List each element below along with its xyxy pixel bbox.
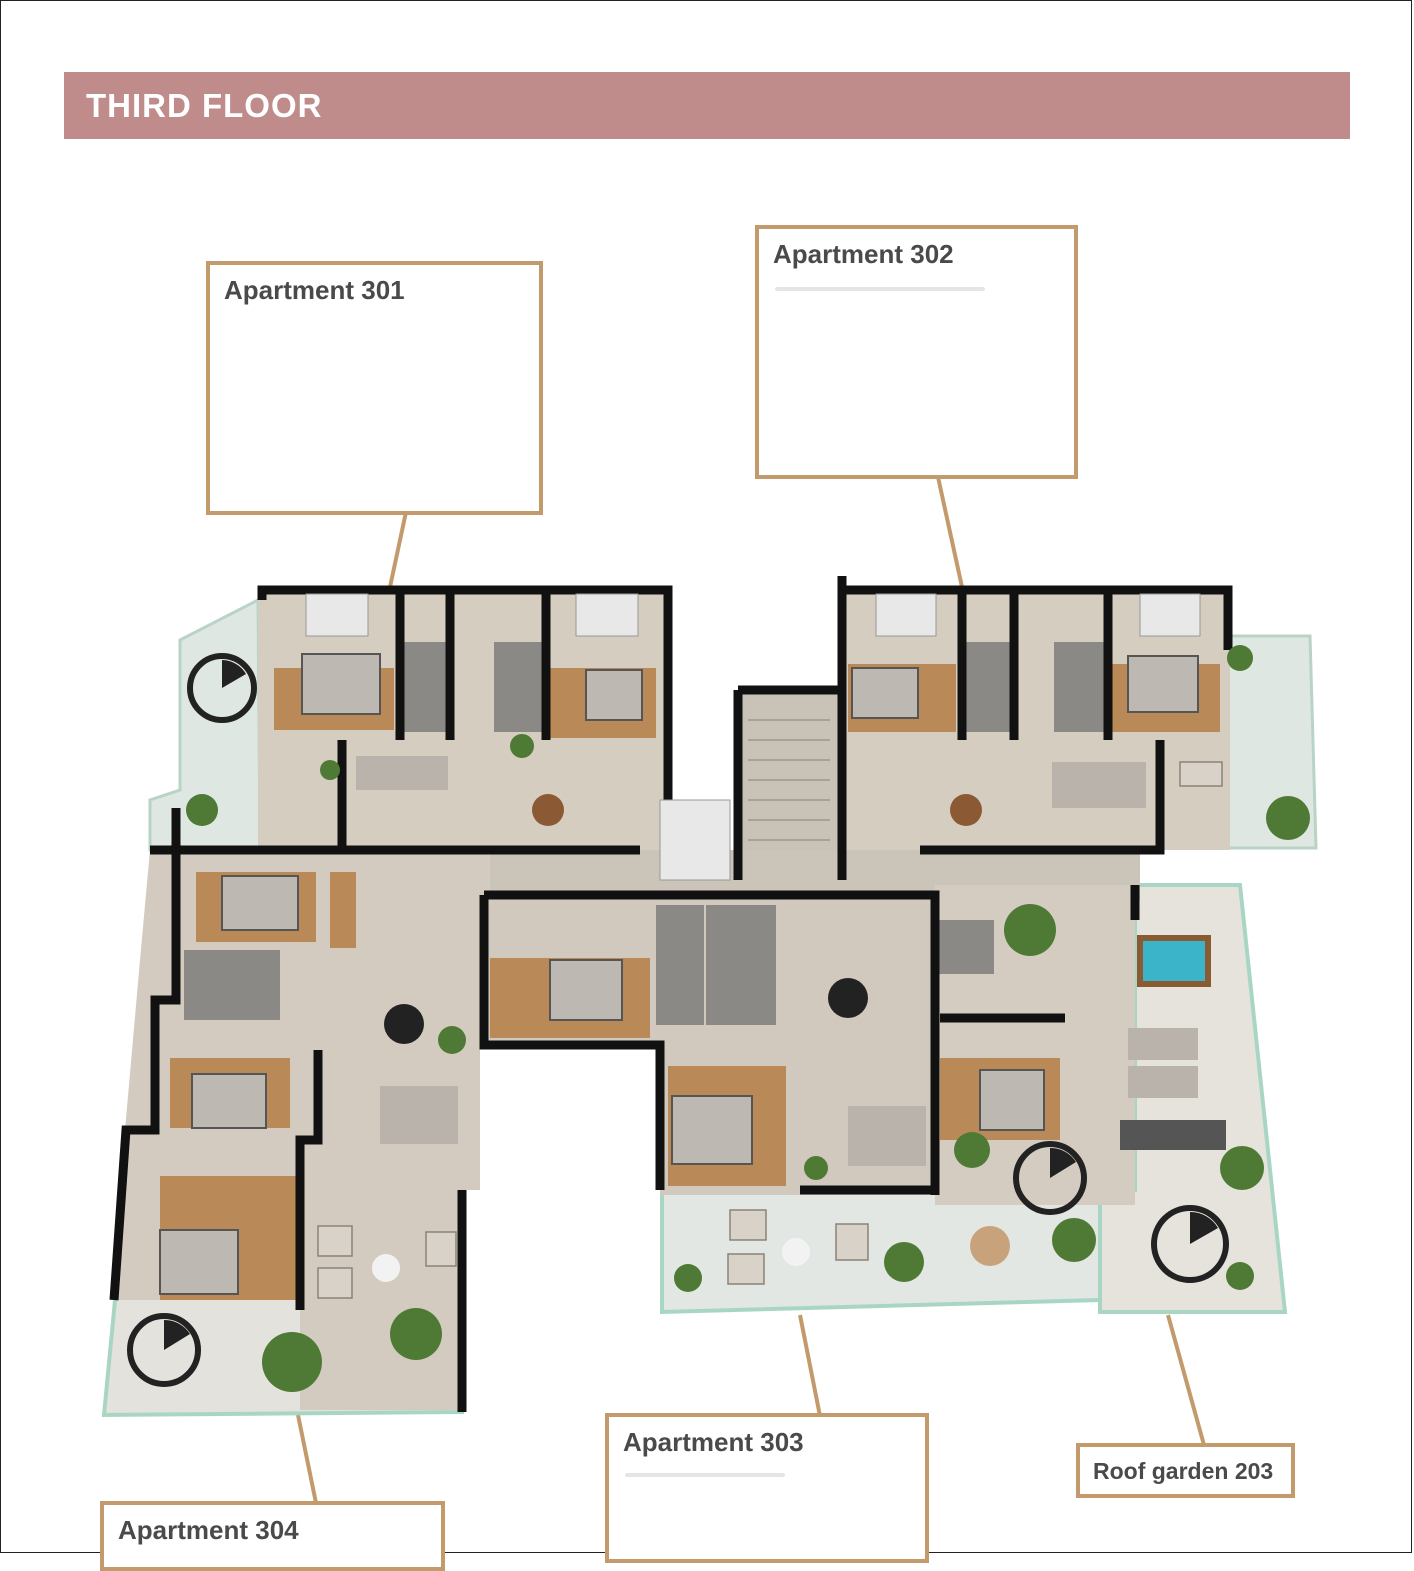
roof-garden-203-label [1076, 1443, 1295, 1498]
apartment-304-label [100, 1501, 445, 1571]
page-title: THIRD FLOOR [86, 87, 323, 124]
window [306, 594, 368, 636]
bed [1128, 656, 1198, 712]
bed [672, 1096, 752, 1164]
lounger [1128, 1028, 1198, 1060]
long-table-roof [1120, 1120, 1226, 1150]
dining-table-301 [532, 794, 564, 826]
leader-line-302 [938, 477, 962, 587]
chair [318, 1226, 352, 1256]
window [660, 800, 730, 880]
side-table [782, 1238, 810, 1266]
plant [954, 1132, 990, 1168]
plant [186, 794, 218, 826]
bath-303-a [656, 905, 704, 1025]
apartment-301-title: Apartment 301 [224, 275, 405, 305]
side-table [372, 1254, 400, 1282]
bed [852, 668, 918, 718]
dining-table-roof [970, 1226, 1010, 1266]
dining-table-302 [950, 794, 982, 826]
light-well [480, 1045, 660, 1195]
window [876, 594, 936, 636]
dining-table-303 [828, 978, 868, 1018]
dining-table-304 [384, 1004, 424, 1044]
leader-line-roof-203 [1168, 1315, 1204, 1445]
window [576, 594, 638, 636]
plant [262, 1332, 322, 1392]
sofa [380, 1086, 458, 1144]
plant [1266, 796, 1310, 840]
chair [730, 1210, 766, 1240]
bed [302, 654, 380, 714]
apartment-303-title: Apartment 303 [623, 1427, 804, 1457]
chair [318, 1268, 352, 1298]
plant [804, 1156, 828, 1180]
bath-301-a [402, 642, 448, 732]
roof-garden-203-title: Roof garden 203 [1093, 1458, 1274, 1484]
bed [586, 670, 642, 720]
leader-line-303 [800, 1315, 820, 1416]
kitchen-304-counter [330, 872, 356, 948]
plant [1220, 1146, 1264, 1190]
leader-line-304 [298, 1415, 316, 1503]
plant [1226, 1262, 1254, 1290]
bath-302-b [1054, 642, 1106, 732]
sofa [848, 1106, 926, 1166]
bath-303-b [706, 905, 776, 1025]
sofa [356, 756, 448, 790]
chair [1180, 762, 1222, 786]
apartment-304-title: Apartment 304 [118, 1515, 299, 1545]
bath-304-a [184, 950, 280, 1020]
plant [1004, 904, 1056, 956]
bed [160, 1230, 238, 1294]
apartment-302-label [755, 225, 1078, 479]
bath-penthouse [938, 920, 994, 974]
plant [438, 1026, 466, 1054]
plant [390, 1308, 442, 1360]
chair [426, 1232, 456, 1266]
blurred-text-line [625, 1473, 785, 1477]
plant [674, 1264, 702, 1292]
blurred-text-line [775, 287, 985, 291]
chair [728, 1254, 764, 1284]
plant [1227, 645, 1253, 671]
bath-302-a [964, 642, 1012, 732]
bed [550, 960, 622, 1020]
bath-301-b [494, 642, 544, 732]
plant [884, 1242, 924, 1282]
apartment-303-label [605, 1413, 929, 1563]
window [1140, 594, 1200, 636]
plant [320, 760, 340, 780]
bed [192, 1074, 266, 1128]
sofa [1052, 762, 1146, 808]
pool [1140, 938, 1208, 984]
apartment-302-title: Apartment 302 [773, 239, 954, 269]
plant [510, 734, 534, 758]
plant [1052, 1218, 1096, 1262]
lounger [1128, 1066, 1198, 1098]
leader-line-301 [390, 512, 406, 587]
chair [836, 1224, 868, 1260]
bed [222, 876, 298, 930]
bed [980, 1070, 1044, 1130]
apartment-301-label [206, 261, 543, 515]
